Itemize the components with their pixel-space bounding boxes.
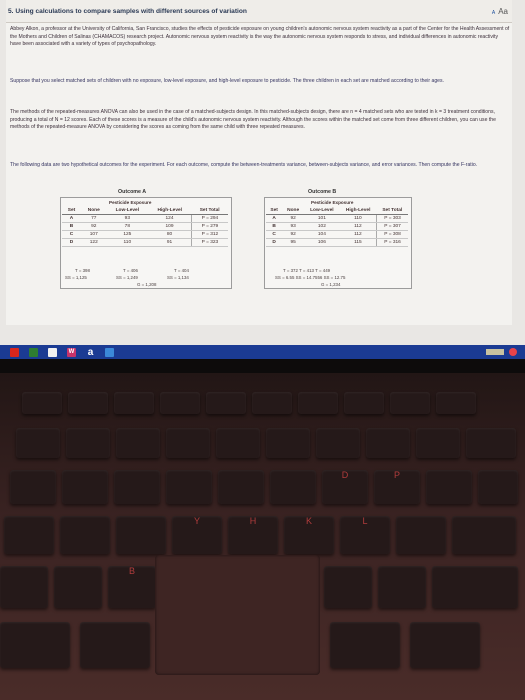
keyboard-key[interactable] — [114, 470, 160, 504]
keyboard-key[interactable] — [390, 392, 430, 414]
table-row: B 93 102 112 P = 307 — [266, 223, 408, 231]
keyboard-key[interactable] — [60, 516, 110, 554]
keyboard-key[interactable] — [432, 566, 518, 608]
keyboard-key[interactable] — [160, 392, 200, 414]
keyboard-key[interactable] — [54, 566, 102, 608]
keyboard-key[interactable] — [426, 470, 472, 504]
font-size-control[interactable] — [492, 7, 508, 16]
question-header — [6, 0, 512, 23]
homework-document — [6, 0, 512, 325]
keyboard-key-d[interactable]: D — [322, 470, 368, 504]
keyboard-key[interactable] — [466, 428, 516, 458]
keyboard-key[interactable] — [452, 516, 516, 554]
grand-total: G = 1,208 — [137, 282, 157, 287]
keyboard-key[interactable] — [216, 428, 260, 458]
touchpad[interactable] — [155, 555, 320, 675]
t-value-none: T = 398 — [75, 268, 90, 273]
keyboard-tray-icon[interactable] — [486, 349, 504, 355]
ss-value-low: SS = 1,249 — [116, 275, 138, 280]
a-app-icon[interactable]: a — [87, 346, 94, 358]
keyboard-key[interactable] — [410, 622, 480, 668]
keyboard-key[interactable] — [206, 392, 246, 414]
notification-icon[interactable] — [509, 348, 517, 356]
table-row: D 95 106 115 P = 316 — [266, 239, 408, 247]
instruction-paragraph: The following data are two hypothetical outcomes for the experiment. For each outcome, compute the between-treatments variance, between-subjects variance, and error variances. Then compute the F-ratio. — [10, 162, 478, 168]
keyboard-key-h[interactable]: H — [228, 516, 278, 554]
keyboard-key[interactable] — [16, 428, 60, 458]
t-value-high: T = 404 — [174, 268, 189, 273]
col-high: High-Level — [340, 207, 377, 215]
screen-bezel — [0, 359, 525, 373]
col-none: None — [282, 207, 304, 215]
ss-value-none: SS = 1,125 — [65, 275, 87, 280]
ss-value-high: SS = 1,134 — [167, 275, 189, 280]
keyboard-key-l[interactable]: L — [340, 516, 390, 554]
keyboard-key[interactable] — [270, 470, 316, 504]
keyboard-key[interactable] — [396, 516, 446, 554]
intro-paragraph: Abbey Alkon, a professor at the University of California, San Francisco, studies the effects of pesticide exposure on young children's autonomic nervous system reactivity as a part of the Center for the Health Assessment of the Mothers and Children of Salinas (CHAMACOS) research project. Autonomic nervous system reactivity is the way the autonomic nervous system responds to stress, and individual differences in autonomic reactivity have been associated with a variety of types of psychopathology. — [10, 26, 510, 48]
cloud-icon[interactable] — [105, 348, 114, 357]
keyboard-key[interactable] — [378, 566, 426, 608]
table-row: D 122 110 91 P = 323 — [62, 239, 228, 247]
table-row: B 92 78 109 P = 279 — [62, 223, 228, 231]
col-set: Set — [266, 207, 282, 215]
t-values-line: T = 372 T = 413 T = 449 — [283, 268, 331, 273]
col-none: None — [81, 207, 106, 215]
start-icon[interactable] — [10, 348, 19, 357]
table-row: C 107 125 80 P = 312 — [62, 231, 228, 239]
word-icon[interactable]: W — [68, 348, 75, 355]
keyboard-key[interactable] — [4, 516, 54, 554]
outcome-a-table — [62, 207, 228, 247]
keyboard-key[interactable] — [62, 470, 108, 504]
outcome-b-group-header: Pesticide Exposure — [311, 200, 354, 205]
keyboard-key[interactable] — [252, 392, 292, 414]
keyboard-key[interactable] — [330, 622, 400, 668]
ss-values-line: SS = 6.55 SS = 14.7556 SS = 12.75 — [275, 275, 346, 280]
keyboard-key[interactable] — [166, 470, 212, 504]
keyboard-key[interactable] — [298, 392, 338, 414]
keyboard-key-y[interactable]: Y — [172, 516, 222, 554]
font-large-button[interactable]: Aa — [498, 6, 508, 16]
keyboard-key[interactable] — [22, 392, 62, 414]
col-high: High-Level — [148, 207, 191, 215]
font-small-button[interactable]: A — [491, 9, 496, 16]
outcome-a-box — [60, 197, 232, 289]
keyboard-key[interactable] — [316, 428, 360, 458]
keyboard-key[interactable] — [116, 428, 160, 458]
t-value-low: T = 406 — [123, 268, 138, 273]
keyboard-key[interactable] — [80, 622, 150, 668]
mail-icon[interactable] — [48, 348, 57, 357]
outcome-b-box — [264, 197, 412, 289]
keyboard-key[interactable] — [0, 622, 70, 668]
table-row: A 77 93 124 P = 294 — [62, 215, 228, 223]
question-title: 5. Using calculations to compare samples with different sources of variation — [8, 7, 247, 15]
col-total: Set Total — [377, 207, 408, 215]
outcome-a-group-header: Pesticide Exposure — [109, 200, 152, 205]
col-low: Low-Level — [304, 207, 340, 215]
keyboard-key[interactable] — [324, 566, 372, 608]
windows-taskbar — [0, 345, 525, 359]
keyboard-key[interactable] — [0, 566, 48, 608]
keyboard-key[interactable] — [66, 428, 110, 458]
keyboard-key[interactable] — [68, 392, 108, 414]
anova-paragraph: The methods of the repeated-measures ANOVA can also be used in the case of a matched-subjects design. In this matched-subjects design, there are n = 4 matched sets who are tested in k = 3 treatment conditions, producing a total of N = 12 scores. Each of these scores is a measure of the child's autonomic nervous system reactivity. Although the scores within the matched set come from three different children, you can use the methods of the repeated-measure ANOVA by considering the scores as coming from the same child with three repeated measures. — [10, 109, 496, 131]
keyboard-key[interactable] — [218, 470, 264, 504]
col-low: Low-Level — [107, 207, 149, 215]
table-row: C 92 104 112 P = 308 — [266, 231, 408, 239]
keyboard-key[interactable] — [478, 470, 518, 504]
keyboard-key[interactable] — [116, 516, 166, 554]
keyboard-key[interactable] — [344, 392, 384, 414]
keyboard-key[interactable] — [366, 428, 410, 458]
table-row: A 92 101 110 P = 303 — [266, 215, 408, 223]
col-total: Set Total — [191, 207, 228, 215]
col-set: Set — [62, 207, 81, 215]
keyboard-key[interactable] — [436, 392, 476, 414]
keyboard-key[interactable] — [10, 470, 56, 504]
keyboard-key-b[interactable]: B — [108, 566, 156, 608]
keyboard-key[interactable] — [266, 428, 310, 458]
keyboard-key-p[interactable]: P — [374, 470, 420, 504]
outcome-b-title: Outcome B — [308, 189, 337, 195]
outcome-a-title: Outcome A — [118, 189, 147, 195]
outcome-b-table — [266, 207, 408, 247]
keyboard-key[interactable] — [166, 428, 210, 458]
keyboard-key-k[interactable]: K — [284, 516, 334, 554]
matched-sets-paragraph: Suppose that you select matched sets of children with no exposure, low-level exposure, and high-level exposure to pesticide. The three children in each set are matched according to their ages. — [10, 78, 444, 84]
keyboard-key[interactable] — [114, 392, 154, 414]
keyboard-key[interactable] — [416, 428, 460, 458]
store-icon[interactable] — [29, 348, 38, 357]
grand-total: G = 1,234 — [321, 282, 341, 287]
